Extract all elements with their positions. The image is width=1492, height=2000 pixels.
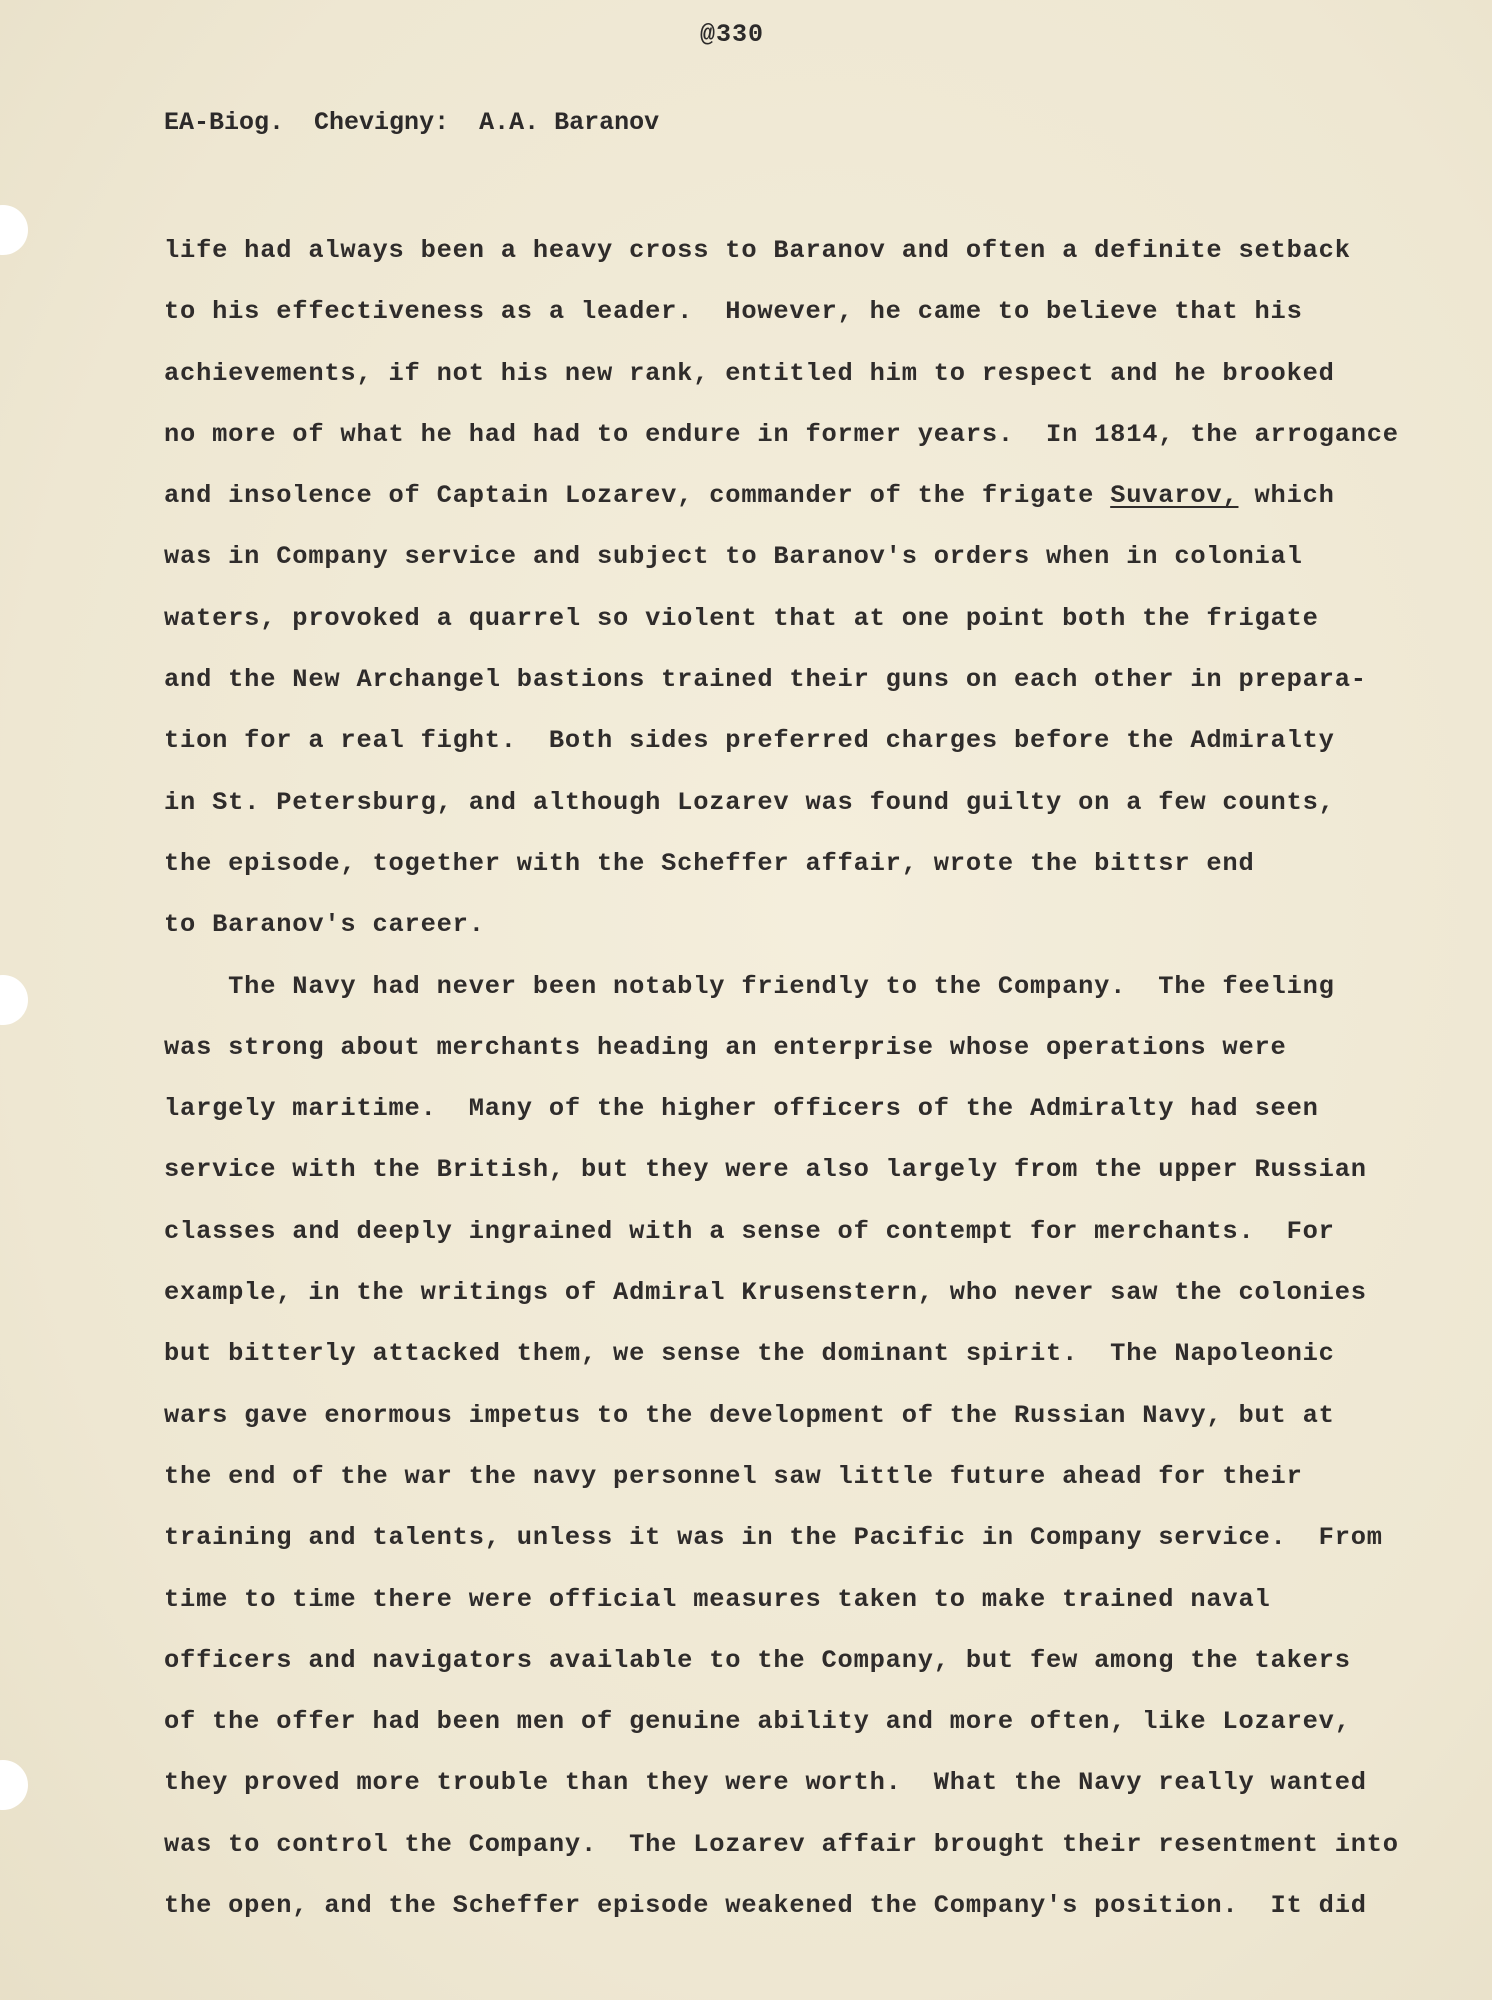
text-line: largely maritime. Many of the higher officers of the Admiralty had seen [164, 1094, 1319, 1124]
text-line: life had always been a heavy cross to Baranov and often a definite setback [164, 236, 1351, 265]
text-line: officers and navigators available to the Company, but few among the takers [164, 1645, 1351, 1675]
text-line: the end of the war the navy personnel saw little future ahead for their [164, 1461, 1303, 1491]
text-line: to Baranov's career. [164, 910, 485, 940]
text-line: and the New Archangel bastions trained their guns on each other in prepara- [164, 665, 1367, 695]
page-header [164, 108, 659, 137]
text-segment: and insolence of Captain Lozarev, commander of the frigate [164, 481, 1111, 511]
text-line: but bitterly attacked them, we sense the dominant spirit. The Napoleonic [164, 1339, 1335, 1369]
text-line: service with the British, but they were also largely from the upper Russian [164, 1155, 1367, 1185]
text-line: the open, and the Scheffer episode weakened the Company's position. It did [164, 1891, 1367, 1921]
page-number: @330 [700, 20, 765, 49]
ship-name-underlined: Suvarov, [1110, 481, 1239, 511]
text-line: waters, provoked a quarrel so violent that at one point both the frigate [164, 603, 1319, 633]
text-line: tion for a real fight. Both sides preferred charges before the Admiralty [164, 726, 1335, 756]
header-label: EA-Biog. [164, 108, 285, 137]
punch-hole [0, 975, 28, 1025]
text-line: example, in the writings of Admiral Krusenstern, who never saw the colonies [164, 1278, 1367, 1308]
text-line: time to time there were official measures taken to make trained naval [164, 1584, 1271, 1614]
text-line [164, 465, 1354, 526]
text-line: The Navy had never been notably friendly to the Company. The feeling [164, 971, 1335, 1001]
header-author: Chevigny: [314, 108, 450, 137]
text-line: classes and deeply ingrained with a sense of contempt for merchants. For [164, 1216, 1335, 1246]
text-line: was strong about merchants heading an enterprise whose operations were [164, 1032, 1287, 1062]
text-line: achievements, if not his new rank, entitled him to respect and he brooked [164, 358, 1335, 388]
punch-hole [0, 1760, 28, 1810]
header-subject: A.A. Baranov [479, 108, 660, 137]
text-line: training and talents, unless it was in the Pacific in Company service. From [164, 1523, 1383, 1553]
text-line: was in Company service and subject to Baranov's orders when in colonial [164, 542, 1303, 572]
punch-hole [0, 205, 28, 255]
text-segment: which [1238, 481, 1335, 511]
text-line: of the offer had been men of genuine ability and more often, like Lozarev, [164, 1707, 1351, 1737]
text-line: was to control the Company. The Lozarev affair brought their resentment into [164, 1829, 1399, 1859]
text-line: no more of what he had had to endure in former years. In 1814, the arrogance [164, 419, 1399, 449]
text-line: they proved more trouble than they were worth. What the Navy really wanted [164, 1768, 1367, 1798]
text-line: the episode, together with the Scheffer affair, wrote the bittsr end [164, 848, 1255, 878]
text-line: to his effectiveness as a leader. However, he came to believe that his [164, 297, 1303, 327]
body-text [164, 220, 1399, 1936]
text-line: in St. Petersburg, and although Lozarev was found guilty on a few counts, [164, 787, 1335, 817]
text-line: wars gave enormous impetus to the development of the Russian Navy, but at [164, 1400, 1335, 1430]
